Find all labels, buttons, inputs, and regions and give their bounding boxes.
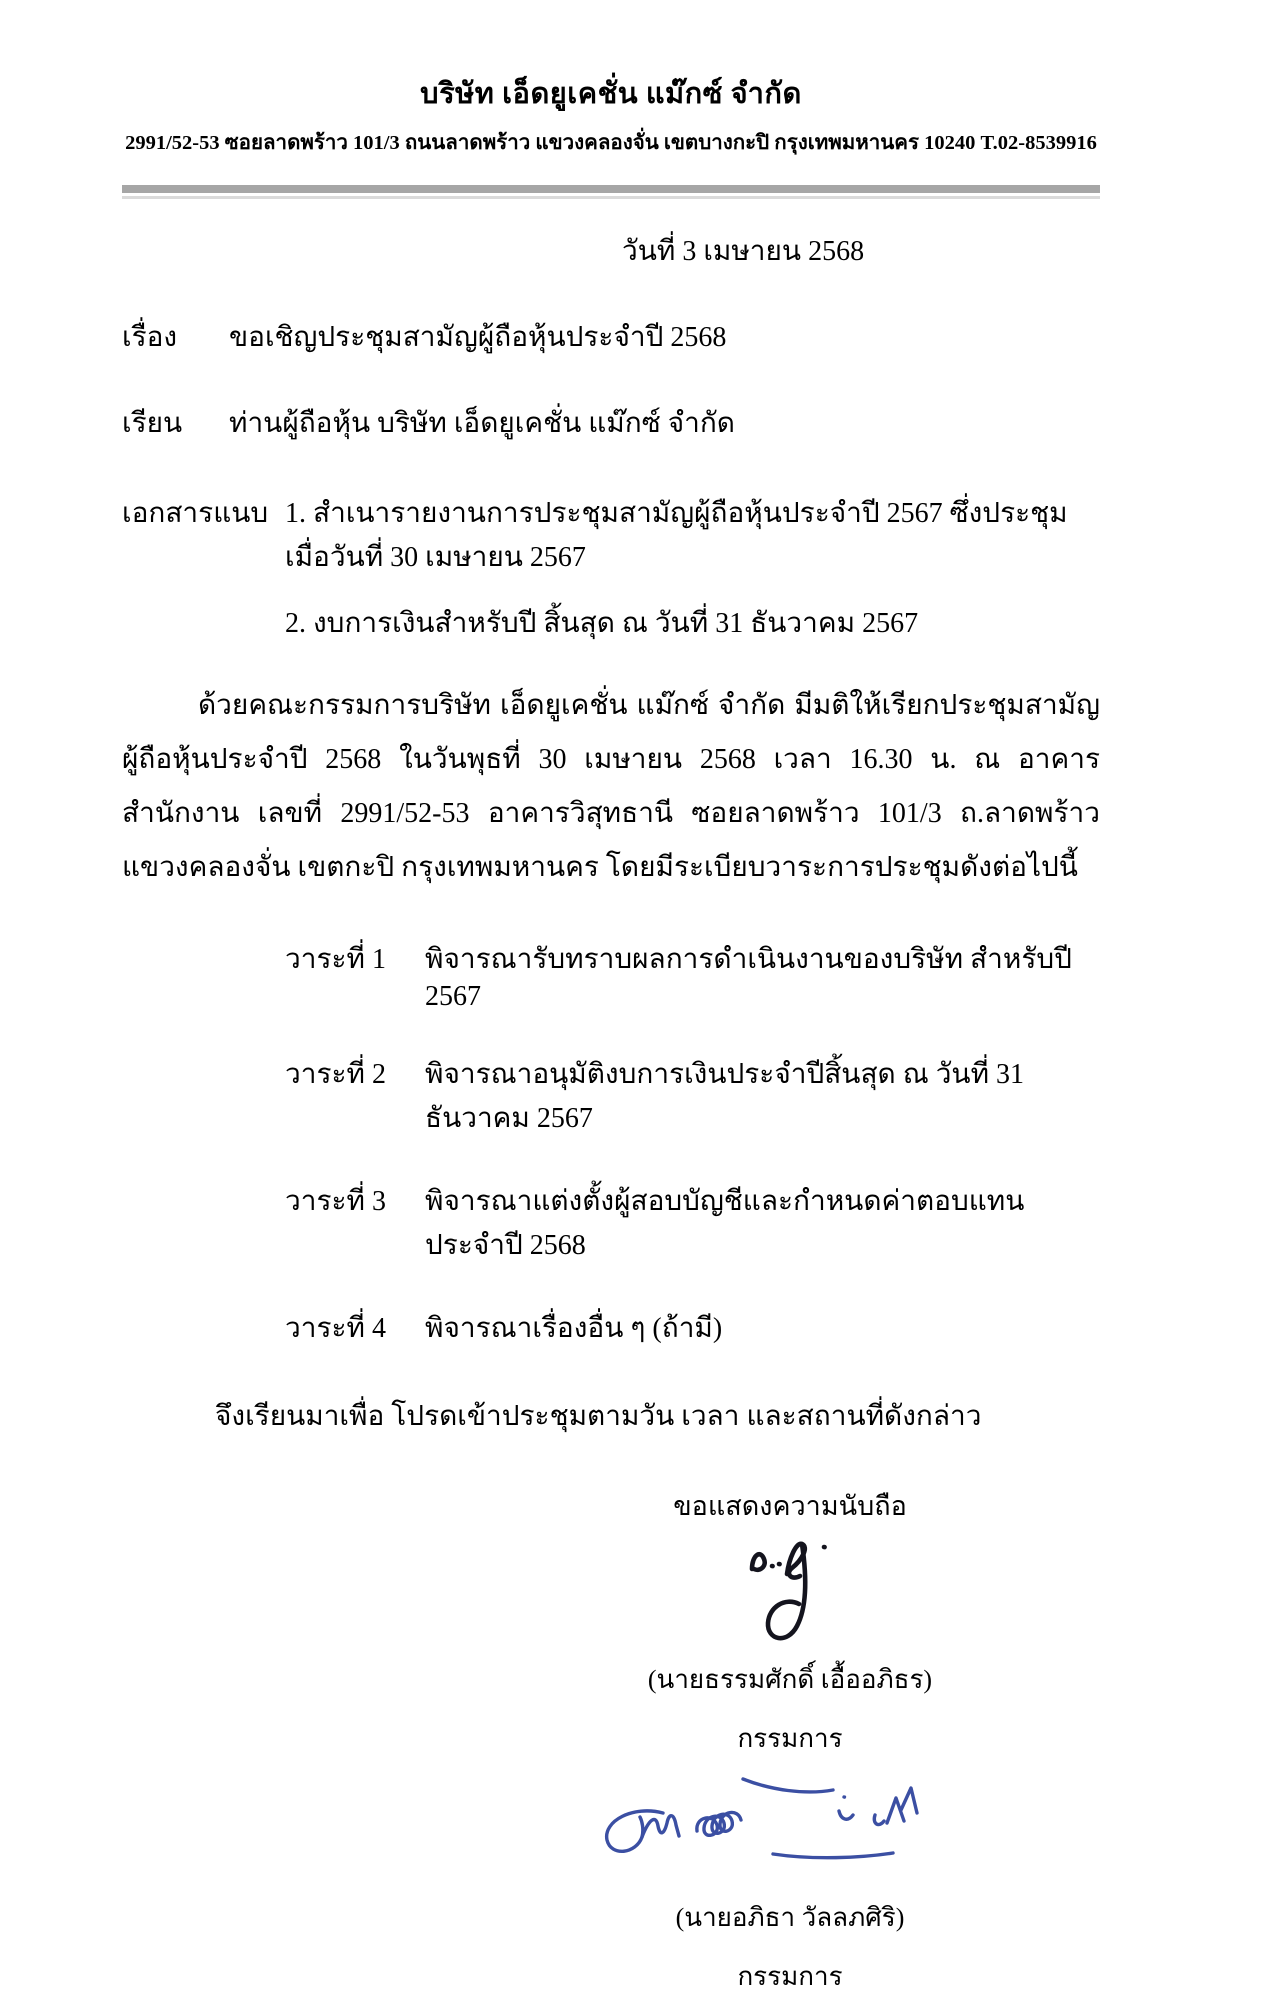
recipient-row	[122, 401, 1100, 445]
salutation: ขอแสดงความนับถือ	[673, 1491, 907, 1521]
agenda-item-number: วาระที่ 4	[285, 1313, 386, 1344]
director1-name: (นายธรรมศักดิ์ เอื้ออภิธร)	[647, 1665, 933, 1694]
agenda-item-number: วาระที่ 1	[285, 944, 386, 975]
agenda-item	[122, 1052, 1100, 1140]
agenda-list	[122, 937, 1100, 1350]
director2-signature-ink	[591, 1769, 936, 1869]
agenda-item-number: วาระที่ 3	[285, 1186, 386, 1217]
company-name: บริษัท เอ็ดยูเคชั่น แม๊กซ์ จำกัด	[420, 78, 802, 110]
closing-line: จึงเรียนมาเพื่อ โปรดเข้าประชุมตามวัน เวลา และสถานที่ดังกล่าว	[215, 1401, 982, 1432]
body-paragraph: ด้วยคณะกรรมการบริษัท เอ็ดยูเคชั่น แม๊กซ์ จำกัด มีมติให้เรียกประชุมสามัญผู้ถือหุ้นประจำปี 2568 ในวันพุธที่ 30 เมษายน 2568 เวลา 16.30 น. ณ อาคารสำนักงาน เลขที่ 2991/52-53 อาคารวิสุทธานี ซอยลาดพร้าว 101/3 ถ.ลาดพร้าว แขวงคลองจั่น เขตกะปิ กรุงเทพมหานคร โดยมีระเบียบวาระการประชุมดังต่อไปนี้	[122, 690, 1100, 883]
director1-signature-ink	[743, 1531, 838, 1653]
attachment-item: 1. สำเนารายงานการประชุมสามัญผู้ถือหุ้นประจำปี 2567 ซึ่งประชุมเมื่อวันที่ 30 เมษายน 2567	[285, 498, 1068, 573]
subject-row	[122, 315, 1100, 359]
header-divider	[122, 185, 1100, 199]
attachments-list	[285, 491, 1100, 667]
attachments-row	[122, 491, 1100, 667]
agenda-item-text: พิจารณาเรื่องอื่น ๆ (ถ้ามี)	[425, 1313, 723, 1344]
agenda-item-text: พิจารณาแต่งตั้งผู้สอบบัญชีและกำหนดค่าตอบแทนประจำปี 2568	[425, 1186, 1025, 1261]
agenda-item-text: พิจารณาอนุมัติงบการเงินประจำปีสิ้นสุด ณ วันที่ 31 ธันวาคม 2567	[425, 1059, 1025, 1134]
agenda-item	[122, 937, 1100, 1013]
director2-title: กรรมการ	[737, 1962, 843, 1991]
agenda-item-text: พิจารณารับทราบผลการดำเนินงานของบริษัท สำหรับปี 2567	[425, 944, 1072, 1012]
recipient-value: ท่านผู้ถือหุ้น บริษัท เอ็ดยูเคชั่น แม๊กซ์ จำกัด	[229, 408, 735, 439]
letterhead	[122, 70, 1100, 199]
agenda-item-number: วาระที่ 2	[285, 1059, 386, 1090]
director1-title: กรรมการ	[737, 1724, 843, 1753]
divider-thick-line	[122, 185, 1100, 193]
director2-name: (นายอภิธา วัลลภศิริ)	[675, 1903, 905, 1932]
recipient-label: เรียน	[122, 408, 183, 439]
subject-value: ขอเชิญประชุมสามัญผู้ถือหุ้นประจำปี 2568	[229, 322, 727, 353]
date-line: วันที่ 3 เมษายน 2568	[622, 236, 865, 267]
agenda-item	[122, 1306, 1100, 1350]
agenda-item	[122, 1179, 1100, 1267]
divider-thin-line	[122, 196, 1100, 199]
attachments-label: เอกสารแนบ	[122, 498, 269, 529]
signature-block	[555, 1484, 1025, 1997]
company-address: 2991/52-53 ซอยลาดพร้าว 101/3 ถนนลาดพร้าว แขวงคลองจั่น เขตบางกะปิ กรุงเทพมหานคร 10240 T.02-8539916	[125, 132, 1097, 154]
subject-label: เรื่อง	[122, 322, 178, 353]
attachment-item: 2. งบการเงินสำหรับปี สิ้นสุด ณ วันที่ 31 ธันวาคม 2567	[285, 608, 919, 639]
